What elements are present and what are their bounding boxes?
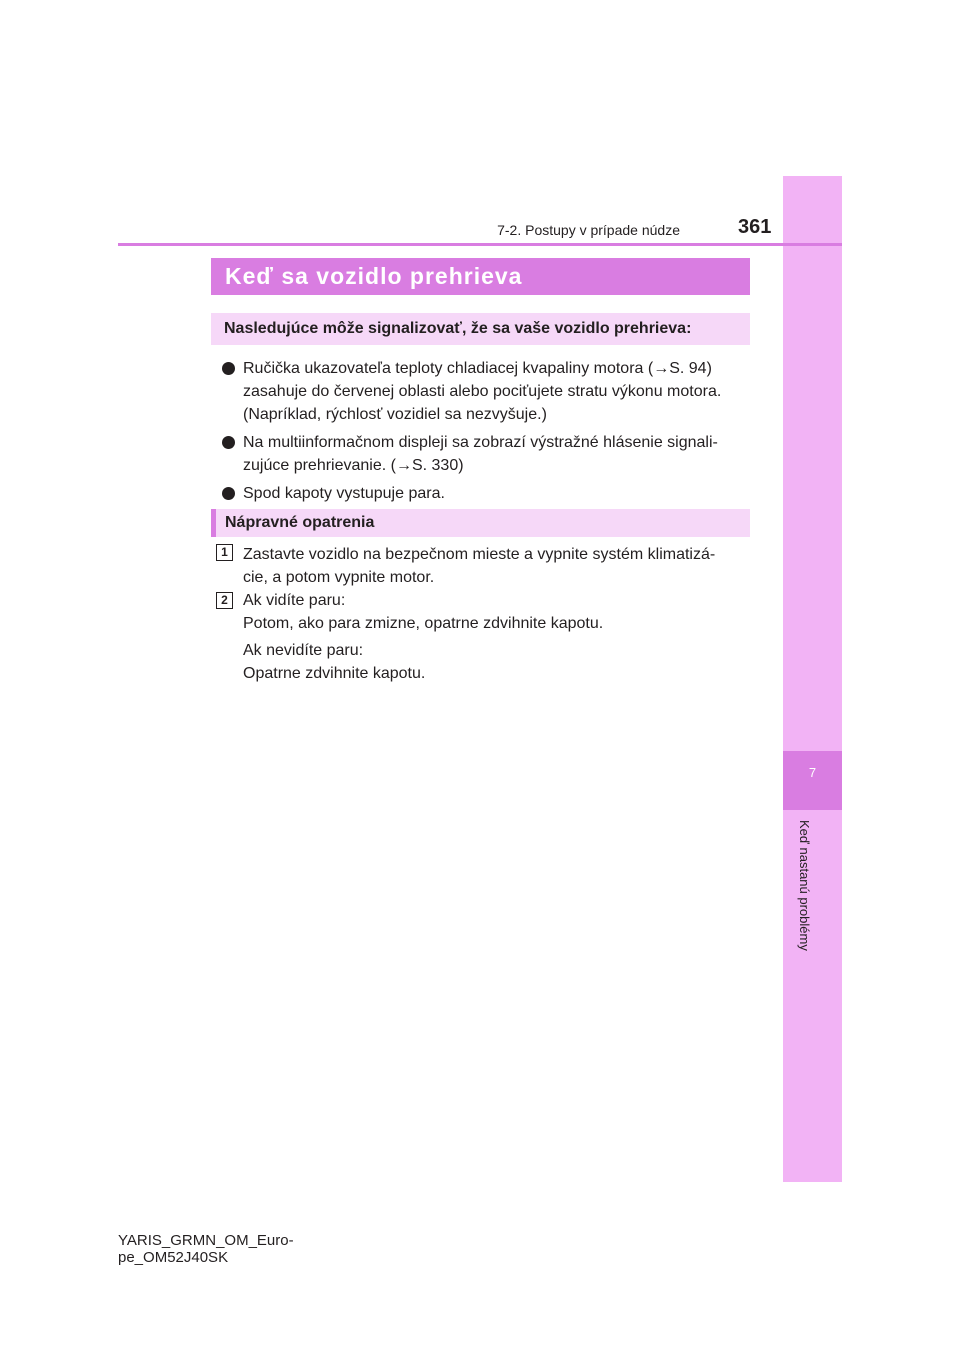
chapter-number: 7 <box>808 765 817 780</box>
list-item-line: (Napríklad, rýchlosť vozidiel sa nezvyšuje.) <box>243 406 547 423</box>
document-code-line: pe_OM52J40SK <box>118 1249 229 1266</box>
step-text <box>243 589 746 685</box>
step-line: Ak nevidíte paru: <box>243 642 364 659</box>
bullet-icon <box>222 487 235 500</box>
step-line: cie, a potom vypnite motor. <box>243 569 435 586</box>
chapter-title: Keď nastanú problémy <box>797 820 812 951</box>
step-line: Zastavte vozidlo na bezpečnom mieste a vypnite systém klimatizá- <box>243 546 716 563</box>
step-line: Opatrne zdvihnite kapotu. <box>243 665 426 682</box>
header-rule <box>118 243 842 246</box>
chapter-tab[interactable] <box>783 751 842 810</box>
bullet-icon <box>222 436 235 449</box>
list-item <box>222 357 746 426</box>
section-header: 7-2. Postupy v prípade núdze <box>497 222 680 238</box>
list-item-line: Ručička ukazovateľa teploty chladiacej kvapaliny motora (→S. 94) <box>243 360 712 377</box>
step-number-badge: 1 <box>216 544 233 561</box>
bullet-icon <box>222 362 235 375</box>
list-item-line: Na multiinformačnom displeji sa zobrazí výstražné hlásenie signali- <box>243 434 718 451</box>
list-item-line: zujúce prehrievanie. (→S. 330) <box>243 457 464 474</box>
list-item <box>222 482 746 505</box>
document-code-line: YARIS_GRMN_OM_Euro- <box>118 1232 294 1249</box>
document-code <box>118 1232 294 1266</box>
symptom-list <box>222 357 746 510</box>
page-number: 361 <box>738 216 772 238</box>
list-item-line: Spod kapoty vystupuje para. <box>243 485 445 502</box>
intro-heading: Nasledujúce môže signalizovať, že sa vaše vozidlo prehrieva: <box>211 313 750 345</box>
side-tab-upper <box>783 176 842 751</box>
step-number-badge: 2 <box>216 592 233 609</box>
actions-heading: Nápravné opatrenia <box>211 509 750 537</box>
side-tab-lower <box>783 810 842 1182</box>
step-line: Ak vidíte paru: <box>243 592 346 609</box>
step-text <box>243 543 746 589</box>
list-item <box>222 431 746 477</box>
step-line: Potom, ako para zmizne, opatrne zdvihnite kapotu. <box>243 615 604 632</box>
list-item-line: zasahuje do červenej oblasti alebo pociťujete stratu výkonu motora. <box>243 383 722 400</box>
page-title: Keď sa vozidlo prehrieva <box>211 258 750 295</box>
